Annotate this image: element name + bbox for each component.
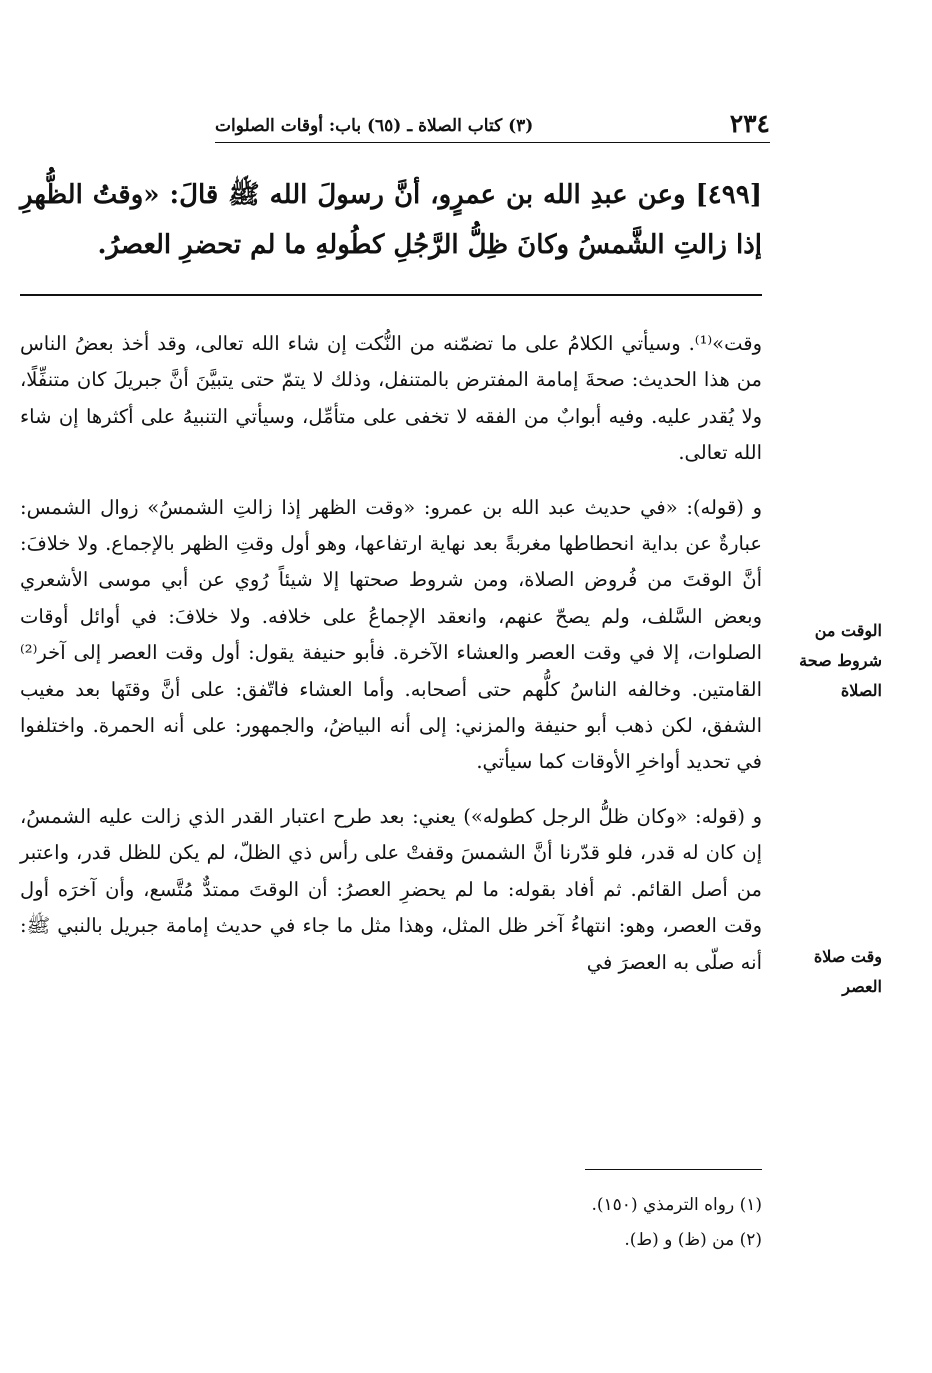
commentary-paragraph: و (قوله: «وكان ظلُّ الرجل كطوله») يعني: بعد طرح اعتبار القدر الذي زالت عليه الشمسُ، إن كان له قدر، فلو قدّرنا أنَّ الشمسَ وقفتْ على رأس ذي الظلّ، لم يكن للظل قدر، واعتبر من أصل القائم. ثم أفاد بقوله: ما لم يحضرِ العصرُ: أن الوقتَ ممتدٌّ مُتَّسع، وأن آخرَه أول وقت العصر، وهو: انتهاءُ آخر ظل المثل، وهذا مثل ما جاء في حديث إمامة جبريل بالنبي ﷺ: أنه صلّى به العصرَ في xyxy=(20,804,762,974)
running-header xyxy=(215,108,770,138)
commentary xyxy=(20,326,762,981)
commentary-paragraph: و (قوله): «في حديث عبد الله بن عمرو: «وقت الظهر إذا زالتِ الشمسُ» زوال الشمس: عبارةٌ عن بداية انحطاطها مغربةً بعد نهاية ارتفاعها، وهو أول وقتِ الظهر بالإجماع. ولا خلافَ: أنَّ الوقتَ من فُروض الصلاة، ومن شروط صحتها إلا شيئاً رُوي عن أبي موسى الأشعري وبعض السَّلف، ولم يصحّ عنهم، وانعقد الإجماعُ على خلافه. ولا خلافَ: في أوائل أوقات الصلوات، إلا في وقت العصر والعشاء الآخرة. فأبو حنيفة يقول: أول وقت العصر إلى آخر⁽²⁾ القامتين. وخالفه الناسُ كلُّهم حتى أصحابه. وأما العشاء فاتّفق: على أنَّ وقتَها بعد مغيب الشفق، لكن ذهب أبو حنيفة والمزني: إلى أنه البياضُ، والجمهور: على أنه الحمرة. واختلفوا في تحديد أواخرِ الأوقات كما سيأتي. xyxy=(20,495,762,774)
page-number: ٢٣٤ xyxy=(729,109,770,138)
chapter-title: (٣) كتاب الصلاة ـ (٦٥) باب: أوقات الصلوات xyxy=(215,116,534,136)
commentary-paragraph: وقت»⁽¹⁾. وسيأتي الكلامُ على ما تضمّنه من النُّكت إن شاء الله تعالى، وقد أخذ بعضُ الناس من هذا الحديث: صحةَ إمامة المفترض بالمتنفل، وذلك لا يتمّ حتى يتبيَّنَ أنَّ جبريلَ كان متنفِّلًا، ولا يُقدر عليه. وفيه أبوابٌ من الفقه لا تخفى على متأمِّل، وسيأتي التنبيهُ على أكثرها إن شاء الله تعالى. xyxy=(20,332,762,465)
hadith-text: [٤٩٩] وعن عبدِ الله بن عمرٍو، أنَّ رسولَ الله ﷺ قالَ: «وقتُ الظُّهرِ إذا زالتِ الشَّمسُ وكانَ ظِلُّ الرَّجُلِ كطُولهِ ما لم تحضرِ العصرُ. xyxy=(20,180,762,260)
margin-note: وقت صلاة العصر xyxy=(813,947,882,996)
footnote: (١) رواه الترمذي (١٥٠). xyxy=(591,1195,762,1215)
header-divider xyxy=(215,142,770,143)
hadith-divider xyxy=(20,294,762,296)
footnotes xyxy=(400,1188,762,1258)
margin-note: الوقت من شروط صحة الصلاة xyxy=(799,621,882,700)
footnote: (٢) من (ظ) و (ط). xyxy=(624,1230,762,1250)
footnote-divider xyxy=(585,1169,762,1170)
